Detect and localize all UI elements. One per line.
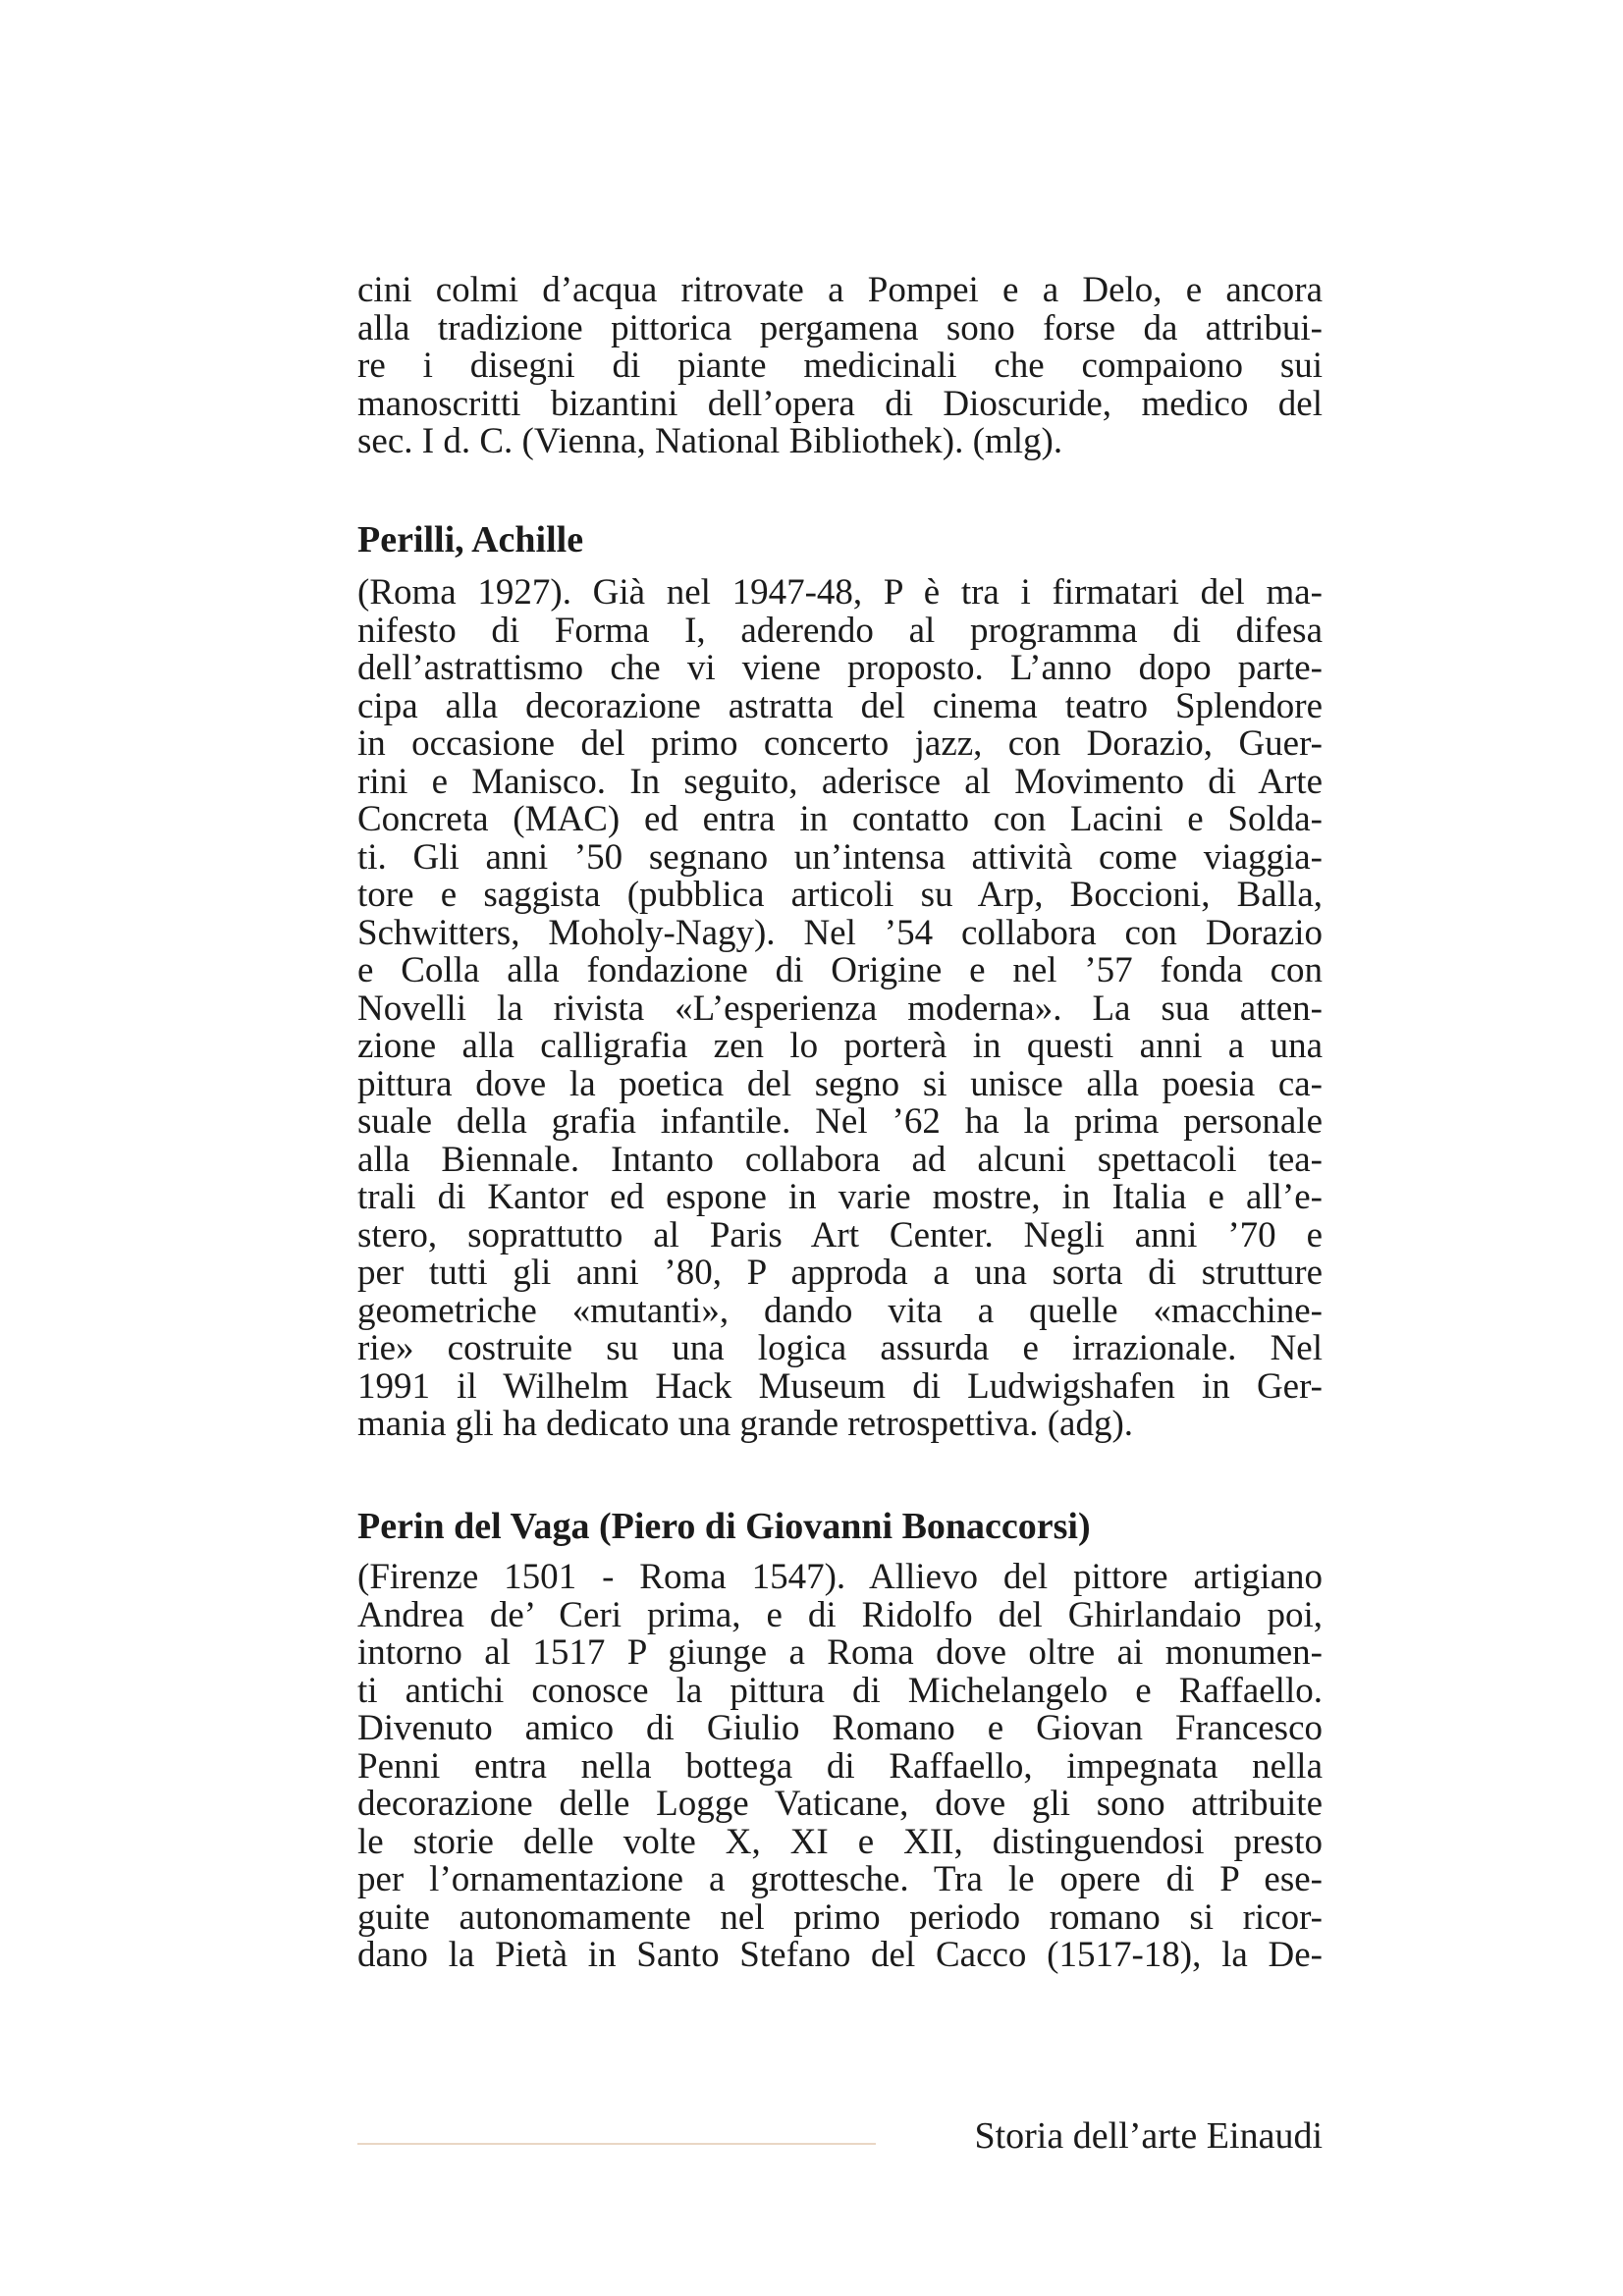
text-line: rini e Manisco. In seguito, aderisce al Movimento di Arte: [357, 761, 1323, 802]
entry-heading-perilli: Perilli, Achille: [357, 519, 584, 561]
text-line: alla Biennale. Intanto collabora ad alcuni spettacoli tea-: [357, 1139, 1323, 1180]
text-line: mania gli ha dedicato una grande retrospettiva. (adg).: [357, 1404, 1134, 1444]
text-line: tore e saggista (pubblica articoli su Arp, Boccioni, Balla,: [357, 875, 1323, 915]
entry-body-perin-del-vaga: [357, 1559, 1323, 1975]
text-line: manoscritti bizantini dell’opera di Dioscuride, medico del: [357, 383, 1323, 424]
entry-body-perilli: [357, 574, 1323, 1444]
footer-rule: [357, 2143, 876, 2145]
text-line: zione alla calligrafia zen lo porterà in questi anni a una: [357, 1026, 1323, 1066]
intro-paragraph: [357, 272, 1323, 461]
text-line: (Firenze 1501 - Roma 1547). Allievo del pittore artigiano: [357, 1557, 1323, 1597]
text-line: cipa alla decorazione astratta del cinema teatro Splendore: [357, 685, 1323, 726]
text-line: nifesto di Forma I, aderendo al programma di difesa: [357, 610, 1323, 651]
footer-title: Storia dell’arte Einaudi: [974, 2115, 1323, 2157]
text-line: ti. Gli anni ’50 segnano un’intensa attività come viaggia-: [357, 836, 1323, 878]
text-line: pittura dove la poetica del segno si unisce alla poesia ca-: [357, 1063, 1323, 1104]
text-line: (Roma 1927). Già nel 1947-48, P è tra i firmatari del ma-: [357, 572, 1323, 613]
text-line: alla tradizione pittorica pergamena sono forse da attribui-: [357, 307, 1323, 348]
text-line: Novelli la rivista «L’esperienza moderna». La sua atten-: [357, 988, 1323, 1029]
text-line: stero, soprattutto al Paris Art Center. Negli anni ’70 e: [357, 1214, 1323, 1255]
text-line: e Colla alla fondazione di Origine e nel ’57 fonda con: [357, 950, 1323, 990]
text-line: geometriche «mutanti», dando vita a quelle «macchine-: [357, 1290, 1323, 1331]
entry-heading-perin-del-vaga: Perin del Vaga (Piero di Giovanni Bonaccorsi): [357, 1506, 1091, 1547]
text-line: Concreta (MAC) ed entra in contatto con Lacini e Solda-: [357, 799, 1323, 839]
text-line: sec. I d. C. (Vienna, National Bibliothek). (mlg).: [357, 421, 1063, 461]
text-line: per l’ornamentazione a grottesche. Tra le opere di P ese-: [357, 1859, 1323, 1899]
text-line: re i disegni di piante medicinali che compaiono sui: [357, 346, 1323, 386]
text-line: cini colmi d’acqua ritrovate a Pompei e a Delo, e ancora: [357, 270, 1323, 310]
text-line: ti antichi conosce la pittura di Michelangelo e Raffaello.: [357, 1670, 1323, 1711]
text-line: rie» costruite su una logica assurda e irrazionale. Nel: [357, 1328, 1323, 1368]
text-line: dano la Pietà in Santo Stefano del Cacco (1517-18), la De-: [357, 1935, 1323, 1975]
text-line: decorazione delle Logge Vaticane, dove gli sono attribuite: [357, 1784, 1323, 1824]
text-line: Penni entra nella bottega di Raffaello, impegnata nella: [357, 1745, 1323, 1787]
text-line: Schwitters, Moholy-Nagy). Nel ’54 collabora con Dorazio: [357, 912, 1323, 953]
text-line: per tutti gli anni ’80, P approda a una sorta di strutture: [357, 1253, 1323, 1293]
text-line: in occasione del primo concerto jazz, con Dorazio, Guer-: [357, 723, 1323, 764]
text-line: suale della grafia infantile. Nel ’62 ha la prima personale: [357, 1101, 1323, 1142]
text-line: Divenuto amico di Giulio Romano e Giovan Francesco: [357, 1708, 1323, 1748]
text-line: dell’astrattismo che vi viene proposto. L’anno dopo parte-: [357, 648, 1323, 688]
text-line: trali di Kantor ed espone in varie mostre, in Italia e all’e-: [357, 1177, 1323, 1217]
text-line: 1991 il Wilhelm Hack Museum di Ludwigshafen in Ger-: [357, 1365, 1323, 1407]
text-line: le storie delle volte X, XI e XII, distinguendosi presto: [357, 1821, 1323, 1862]
text-line: Andrea de’ Ceri prima, e di Ridolfo del Ghirlandaio poi,: [357, 1594, 1323, 1635]
text-line: guite autonomamente nel primo periodo romano si ricor-: [357, 1896, 1323, 1938]
text-line: intorno al 1517 P giunge a Roma dove oltre ai monumen-: [357, 1632, 1323, 1673]
